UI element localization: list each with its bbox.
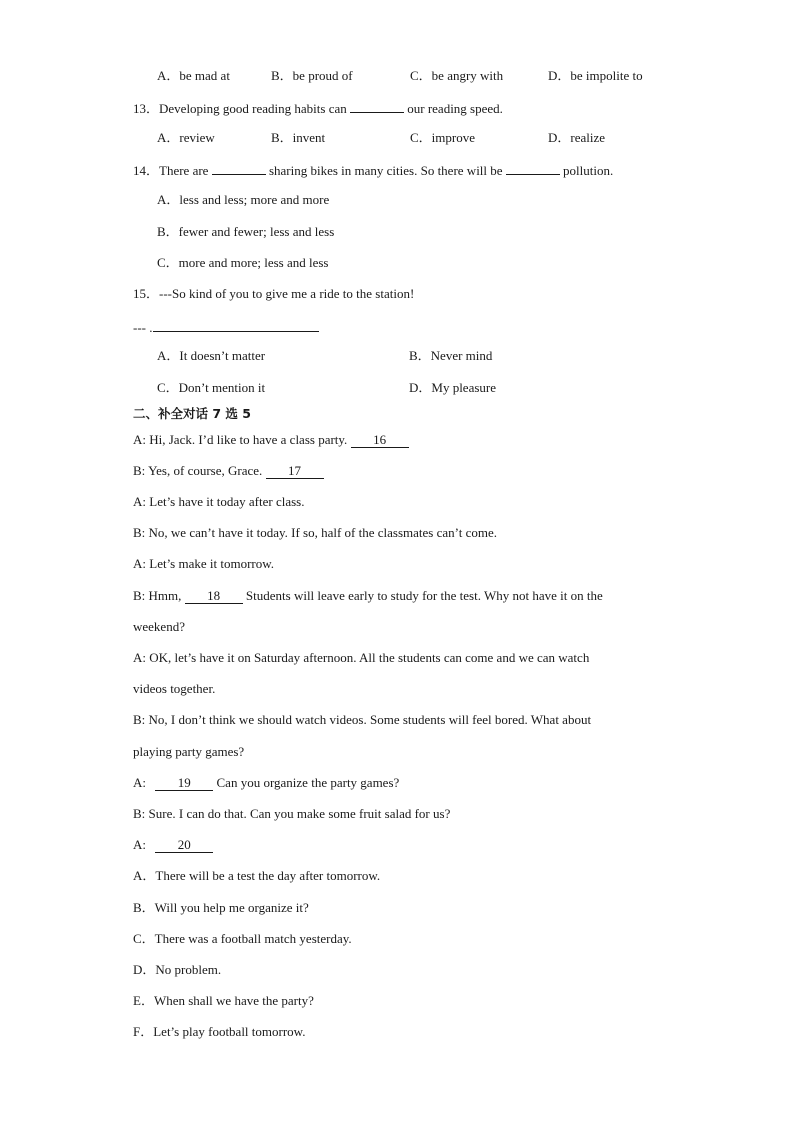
dialogue-line-3: A: Let’s have it today after class. — [133, 494, 305, 509]
q14-blank-2 — [506, 161, 560, 175]
blank-17: 17 — [266, 464, 324, 479]
dialogue-line-6-cont: weekend? — [133, 619, 185, 634]
q12-option-b: B．be proud of — [271, 68, 353, 83]
dialogue-line-5: A: Let’s make it tomorrow. — [133, 556, 275, 571]
q15-reply-blank — [153, 318, 319, 332]
choice-c: C．There was a football match yesterday. — [133, 931, 352, 946]
q14-option-c: C．more and more; less and less — [157, 255, 329, 270]
q13-option-c: C．improve — [410, 130, 475, 145]
q14-option-b: B．fewer and fewer; less and less — [157, 224, 335, 239]
q15-stem: 15．---So kind of you to give me a ride to the station! — [133, 286, 415, 301]
choice-f: F．Let’s play football tomorrow. — [133, 1024, 306, 1039]
dialogue-line-4: B: No, we can’t have it today. If so, half of the classmates can’t come. — [133, 525, 498, 540]
choice-d: D．No problem. — [133, 962, 222, 977]
blank-20: 20 — [155, 838, 213, 853]
dialogue-line-6: B: Hmm, 18 Students will leave early to study for the test. Why not have it on the — [133, 588, 603, 603]
q13-option-d: D．realize — [548, 130, 606, 145]
choice-e: E．When shall we have the party? — [133, 993, 314, 1008]
q12-option-c: C．be angry with — [410, 68, 504, 83]
q13-blank — [350, 99, 404, 113]
dialogue-line-7-cont: videos together. — [133, 681, 216, 696]
q13-option-a: A．review — [157, 130, 215, 145]
blank-18: 18 — [185, 589, 243, 604]
dialogue-line-11: A: 20 — [133, 837, 213, 853]
blank-19: 19 — [155, 776, 213, 791]
q14-blank-1 — [212, 161, 266, 175]
q15-option-a: A．It doesn’t matter — [157, 348, 266, 363]
dialogue-line-2: B: Yes, of course, Grace. 17 — [133, 463, 324, 479]
dialogue-line-1: A: Hi, Jack. I’d like to have a class party. 16 — [133, 432, 409, 448]
q14-option-a: A．less and less; more and more — [157, 192, 330, 207]
q13-stem: 13．Developing good reading habits can our reading speed. — [133, 101, 503, 116]
q13-option-b: B．invent — [271, 130, 326, 145]
q15-reply: --- . — [133, 318, 319, 336]
dialogue-line-8: B: No, I don’t think we should watch videos. Some students will feel bored. What about — [133, 712, 592, 727]
q14-stem: 14．There are sharing bikes in many cities. So there will be pollution. — [133, 163, 614, 178]
choice-b: B．Will you help me organize it? — [133, 900, 309, 915]
dialogue-line-7: A: OK, let’s have it on Saturday afternoon. All the students can come and we can watch — [133, 650, 590, 665]
q15-option-c: C．Don’t mention it — [157, 380, 266, 395]
q12-option-a: A．be mad at — [157, 68, 230, 83]
dialogue-line-10: B: Sure. I can do that. Can you make some fruit salad for us? — [133, 806, 451, 821]
q15-option-d: D．My pleasure — [409, 380, 497, 395]
blank-16: 16 — [351, 433, 409, 448]
dialogue-line-8-cont: playing party games? — [133, 744, 245, 759]
section-2-title: 二、补全对话 7 选 5 — [133, 406, 251, 421]
choice-a: A．There will be a test the day after tomorrow. — [133, 868, 381, 883]
q12-option-d: D．be impolite to — [548, 68, 643, 83]
q15-option-b: B．Never mind — [409, 348, 493, 363]
dialogue-line-9: A: 19 Can you organize the party games? — [133, 775, 400, 790]
